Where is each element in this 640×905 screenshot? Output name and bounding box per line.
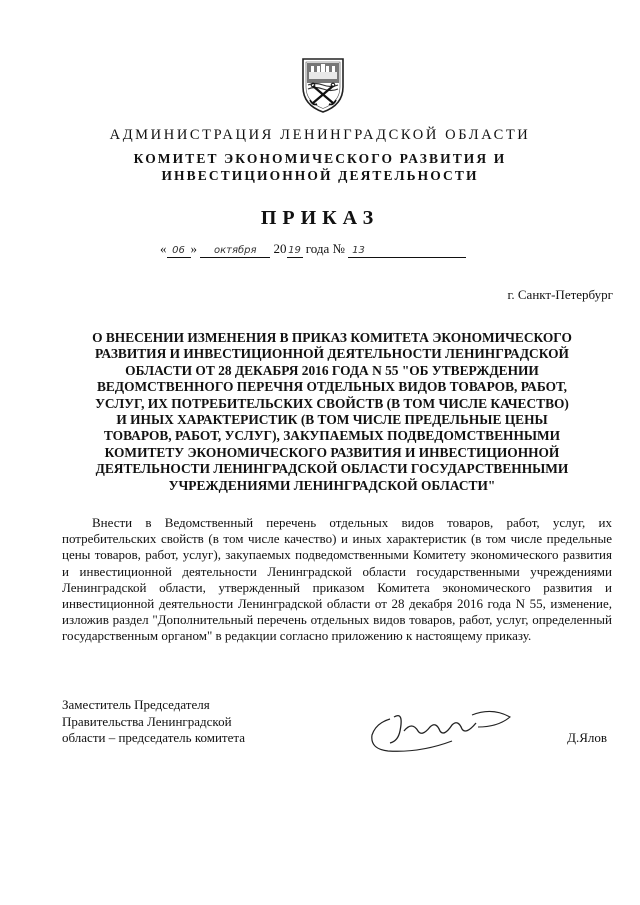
coat-of-arms-icon [299,55,347,115]
order-day: 06 [167,244,191,258]
order-month: октября [200,244,270,258]
signer-position-line: Правительства Ленинградской [62,713,232,729]
order-date-line [160,241,466,258]
quote-open: « [160,241,167,256]
signer-name: Д.Ялов [567,730,607,745]
handwritten-signature [360,697,520,757]
subject-line: ДЕЯТЕЛЬНОСТИ ЛЕНИНГРАДСКОЙ ОБЛАСТИ ГОСУДАРСТВЕННЫМИ [95,461,569,477]
order-title: ПРИКАЗ [260,207,380,229]
subject-line: ВЕДОМСТВЕННОГО ПЕРЕЧНЯ ОТДЕЛЬНЫХ ВИДОВ ТОВАРОВ, РАБОТ, [97,379,567,395]
order-subject [52,330,612,494]
city: г. Санкт-Петербург [507,287,613,302]
committee-name [0,150,640,184]
subject-line: УЧРЕЖДЕНИЯМИ ЛЕНИНГРАДСКОЙ ОБЛАСТИ" [168,477,496,493]
order-body-paragraph: Внести в Ведомственный перечень отдельных видов товаров, работ, услуг, их потребительских свойств (в том числе качество) и иных характеристик (в том числе предельные цены товаров, работ, услуг), закупаемых подведомственными Комитету экономического развития и инвестиционной деятельности Ленинградской области государственными учреждениями Ленинградской области, утвержденный приказом Комитета экономического развития и инвестиционной деятельности Ленинградской области от 28 декабря 2016 года N 55, изменение, изложив раздел "Дополнительный перечень отдельных видов товаров, работ, услуг, определенный государственным органом" в редакции согласно приложению к настоящему приказу. [62,515,612,644]
order-year-word: года № [302,241,349,256]
administration-name: АДМИНИСТРАЦИЯ ЛЕНИНГРАДСКОЙ ОБЛАСТИ [109,127,531,143]
subject-line: КОМИТЕТУ ЭКОНОМИЧЕСКОГО РАЗВИТИЯ И ИНВЕСТИЦИОННОЙ [104,444,560,460]
subject-line: И ИНЫХ ХАРАКТЕРИСТИК (В ТОМ ЧИСЛЕ ПРЕДЕЛЬНЫЕ ЦЕНЫ [116,412,548,428]
subject-line: УСЛУГ, ИХ ПОТРЕБИТЕЛЬСКИХ СВОЙСТВ (В ТОМ ЧИСЛЕ КАЧЕСТВО) [95,395,569,411]
signer-position-line: области – председатель комитета [62,730,245,745]
order-year-suffix: 19 [288,245,301,256]
signer-position-line: Заместитель Председателя [62,697,210,712]
subject-line: О ВНЕСЕНИИ ИЗМЕНЕНИЯ В ПРИКАЗ КОМИТЕТА ЭКОНОМИЧЕСКОГО [92,330,572,345]
order-number: 13 [348,244,466,258]
committee-line: ИНВЕСТИЦИОННОЙ ДЕЯТЕЛЬНОСТИ [161,168,479,183]
quote-close: » [190,241,197,256]
subject-line: ОБЛАСТИ ОТ 28 ДЕКАБРЯ 2016 ГОДА N 55 "ОБ УТВЕРЖДЕНИИ [125,362,539,378]
subject-line: РАЗВИТИЯ И ИНВЕСТИЦИОННОЙ ДЕЯТЕЛЬНОСТИ ЛЕНИНГРАДСКОЙ [95,346,569,362]
committee-line: КОМИТЕТ ЭКОНОМИЧЕСКОГО РАЗВИТИЯ И [133,151,507,166]
subject-line: ТОВАРОВ, РАБОТ, УСЛУГ), ЗАКУПАЕМЫХ ПОДВЕДОМСТВЕННЫМИ [103,428,561,444]
order-year-prefix: 20 [273,241,287,256]
signer-position [62,697,245,747]
